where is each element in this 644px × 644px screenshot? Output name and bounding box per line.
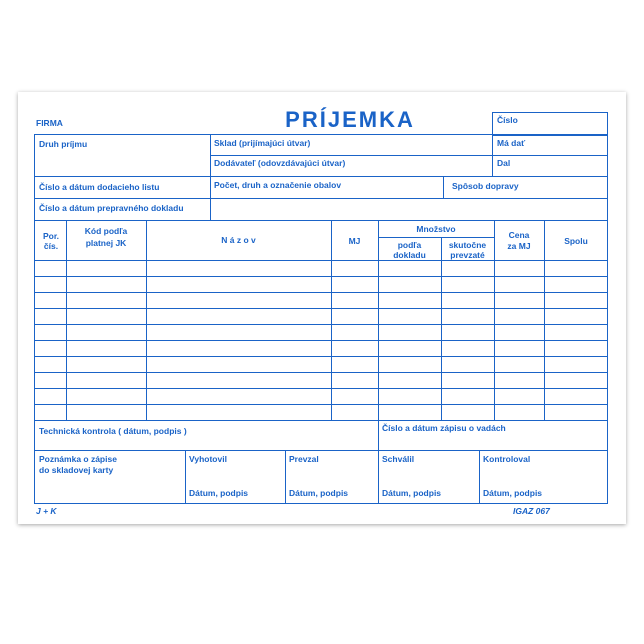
druh-prijmu-label: Druh príjmu xyxy=(39,139,88,149)
form-code: IGAZ 067 xyxy=(513,506,550,516)
col-skut-2: prevzaté xyxy=(450,250,485,260)
datum-podpis-4: Dátum, podpis xyxy=(483,488,543,498)
schvalil-label: Schválil xyxy=(382,454,415,464)
table-row xyxy=(34,388,608,389)
table-row xyxy=(34,404,608,405)
vady-label: Číslo a dátum zápisu o vadách xyxy=(382,423,506,433)
vyhotovil-label: Vyhotovil xyxy=(189,454,227,464)
jk-mark: J + K xyxy=(36,506,57,516)
col-mnozstvo: Množstvo xyxy=(416,224,456,234)
col-por-2: čís. xyxy=(43,241,59,251)
poznamka-label-2: do skladovej karty xyxy=(39,465,114,475)
col-nazov: N á z o v xyxy=(221,235,256,245)
col-spolu: Spolu xyxy=(564,236,588,246)
col-kod-2: platnej JK xyxy=(85,238,127,248)
table-row xyxy=(34,340,608,341)
table-bottom xyxy=(34,420,608,421)
col-podla-1: podľa xyxy=(397,240,422,250)
table-row xyxy=(34,276,608,277)
col-podla-2: dokladu xyxy=(393,250,426,260)
table-row xyxy=(34,324,608,325)
col-skut-1: skutočne xyxy=(448,240,487,250)
table-header-bottom xyxy=(34,260,608,261)
form-title: PRÍJEMKA xyxy=(285,107,415,132)
table-row xyxy=(34,308,608,309)
prevzal-label: Prevzal xyxy=(289,454,319,464)
datum-podpis-1: Dátum, podpis xyxy=(189,488,249,498)
dal-label: Dal xyxy=(497,158,511,168)
dodavatel-label: Dodávateľ (odovzdávajúci útvar) xyxy=(214,158,346,168)
table-row xyxy=(34,292,608,293)
datum-podpis-3: Dátum, podpis xyxy=(382,488,442,498)
sklad-label: Sklad (prijímajúci útvar) xyxy=(214,138,311,148)
col-cena-1: Cena xyxy=(508,230,530,240)
poznamka-label-1: Poznámka o zápise xyxy=(39,454,117,464)
cislo-dodacieho-label: Číslo a dátum dodacieho listu xyxy=(39,182,160,192)
table-row xyxy=(34,372,608,373)
kontroloval-label: Kontroloval xyxy=(483,454,531,464)
cislo-prepravneho-label: Číslo a dátum prepravného dokladu xyxy=(39,203,184,213)
pocet-obalov-label: Počet, druh a označenie obalov xyxy=(214,180,342,190)
col-cena-2: za MJ xyxy=(507,241,531,251)
col-mj: MJ xyxy=(348,236,361,246)
technicka-kontrola-label: Technická kontrola ( dátum, podpis ) xyxy=(39,426,187,436)
table-row xyxy=(34,356,608,357)
col-por-1: Por. xyxy=(42,231,60,241)
firma-label: FIRMA xyxy=(36,118,63,128)
cislo-label: Číslo xyxy=(497,115,518,125)
ma-dat-label: Má dať xyxy=(497,138,526,148)
sposob-dopravy-label: Spôsob dopravy xyxy=(452,181,519,191)
col-kod-1: Kód podľa xyxy=(84,226,128,236)
datum-podpis-2: Dátum, podpis xyxy=(289,488,349,498)
